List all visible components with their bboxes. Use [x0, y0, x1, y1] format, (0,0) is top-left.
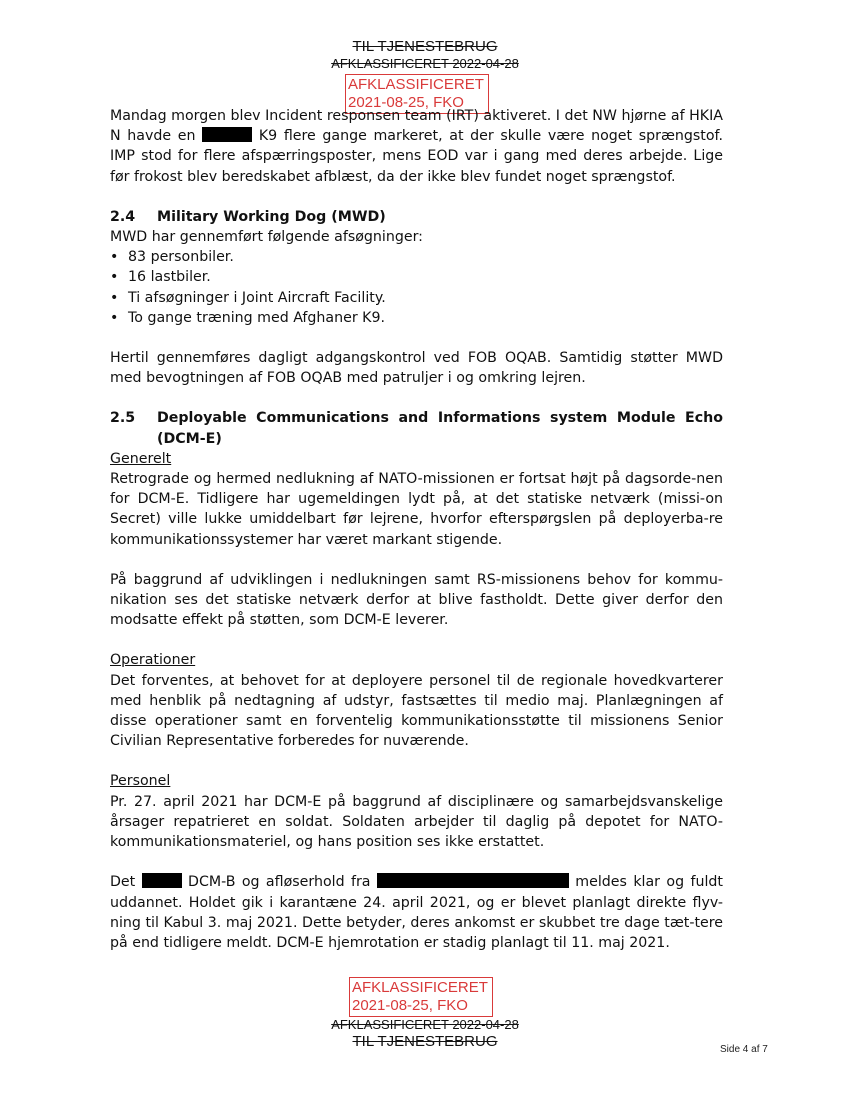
subheading-personel: Personel: [110, 773, 171, 790]
list-item: • Ti afsøgninger i Joint Aircraft Facility.: [110, 288, 723, 308]
mwd-lead: MWD har gennemført følgende afsøgninger:: [110, 229, 423, 246]
personel-paragraph-1: Pr. 27. april 2021 har DCM-E på baggrund af disciplinære og samarbejdsvanskelige årsager repatrieret en soldat. Soldaten arbejder til daglig på depotet for NATO-kommunikationsmateriel, og hans position ses ikke erstattet.: [110, 793, 723, 851]
document-body: [110, 106, 723, 953]
section-title: Deployable Communications and Informations system Module Echo (DCM-E): [157, 410, 723, 447]
intro-text-a: Mandag morgen blev Incident responsen team (IRT) aktiveret. I det NW hjørne af HKIA N havde en: [110, 108, 723, 145]
section-number: 2.5: [110, 410, 136, 427]
list-item: • 83 personbiler.: [110, 247, 723, 267]
personel-paragraph-2: [110, 872, 723, 953]
redaction-block: [202, 127, 252, 142]
redaction-block: [377, 873, 569, 888]
footer-stamp-line1: AFKLASSIFICERET: [352, 979, 488, 996]
footer-classification: TIL TJENESTEBRUG: [352, 1033, 498, 1050]
section-title: Military Working Dog (MWD): [157, 208, 386, 225]
mwd-list: [110, 247, 723, 328]
personel-text-c: meldes klar og fuldt uddannet. Holdet gik i karantæne 24. april 2021, og er blevet planlagt direkte flyv-ning til Kabul 3. maj 2021. Dette betyder, deres ankomst er skubbet tre dage tæt-tere på end tidligere meldt. DCM-E hjemrotation er stadig planlagt til 11. maj 2021.: [110, 874, 723, 951]
footer-stamp-line2: 2021-08-25, FKO: [352, 997, 468, 1014]
personel-text-a: Det: [110, 874, 142, 891]
subheading-operationer: Operationer: [110, 652, 196, 669]
footer-declassification-stamp: [349, 977, 493, 1017]
section-number: 2.4: [110, 208, 136, 225]
page-number: Side 4 af 7: [720, 1044, 768, 1055]
subheading-generelt: Generelt: [110, 450, 172, 467]
intro-paragraph: [110, 106, 723, 187]
personel-text-b: DCM-B og afløserhold fra: [181, 874, 377, 891]
header-declassified-line: AFKLASSIFICERET 2022-04-28: [331, 56, 519, 71]
list-item: • To gange træning med Afghaner K9.: [110, 308, 723, 328]
list-item: • 16 lastbiler.: [110, 267, 723, 287]
intro-text-b: K9 flere gange markeret, at der skulle være noget sprængstof. IMP stod for flere afspærringsposter, mens EOD var i gang med deres arbejde. Lige før frokost blev beredskabet afblæst, da der ikke blev fundet noget sprængstof.: [110, 128, 723, 185]
footer-declassified-line: AFKLASSIFICERET 2022-04-28: [331, 1017, 519, 1032]
header-stamp-line2: 2021-08-25, FKO: [348, 94, 464, 111]
mwd-paragraph: Hertil gennemføres dagligt adgangskontrol ved FOB OQAB. Samtidig støtter MWD med bevogtningen af FOB OQAB med patruljer i og omkring lejren.: [110, 350, 723, 387]
redaction-block: [142, 873, 182, 888]
section-2-4-heading: [110, 207, 723, 227]
header-classification: TIL TJENESTEBRUG: [352, 38, 498, 55]
generelt-paragraph-2: På baggrund af udviklingen i nedlukningen samt RS-missionens behov for kommu-nikation ses det statiske netværk derfor at blive fastholdt. Dette giver derfor den modsatte effekt på støtten, som DCM-E leverer.: [110, 571, 723, 629]
operationer-paragraph: Det forventes, at behovet for at deployere personel til de regionale hovedkvarterer med henblik på nedtagning af udstyr, fastsættes til medio maj. Planlægningen af disse operationer samt en forventelig kommunikationsstøtte til missionens Senior Civilian Representative forberedes for nuværende.: [110, 672, 723, 750]
section-2-5-heading: [110, 408, 723, 448]
header-stamp-line1: AFKLASSIFICERET: [348, 76, 484, 93]
generelt-paragraph-1: Retrograde og hermed nedlukning af NATO-missionen er fortsat højt på dagsorde-nen for DCM-E. Tidligere har ugemeldingen lydt på, at det statiske netværk (missi-on Secret) ville lukke umiddelbart før lejrene, hvorfor efterspørgslen på deployerba-re kommunikationssystemer har været markant stigende.: [110, 471, 723, 548]
